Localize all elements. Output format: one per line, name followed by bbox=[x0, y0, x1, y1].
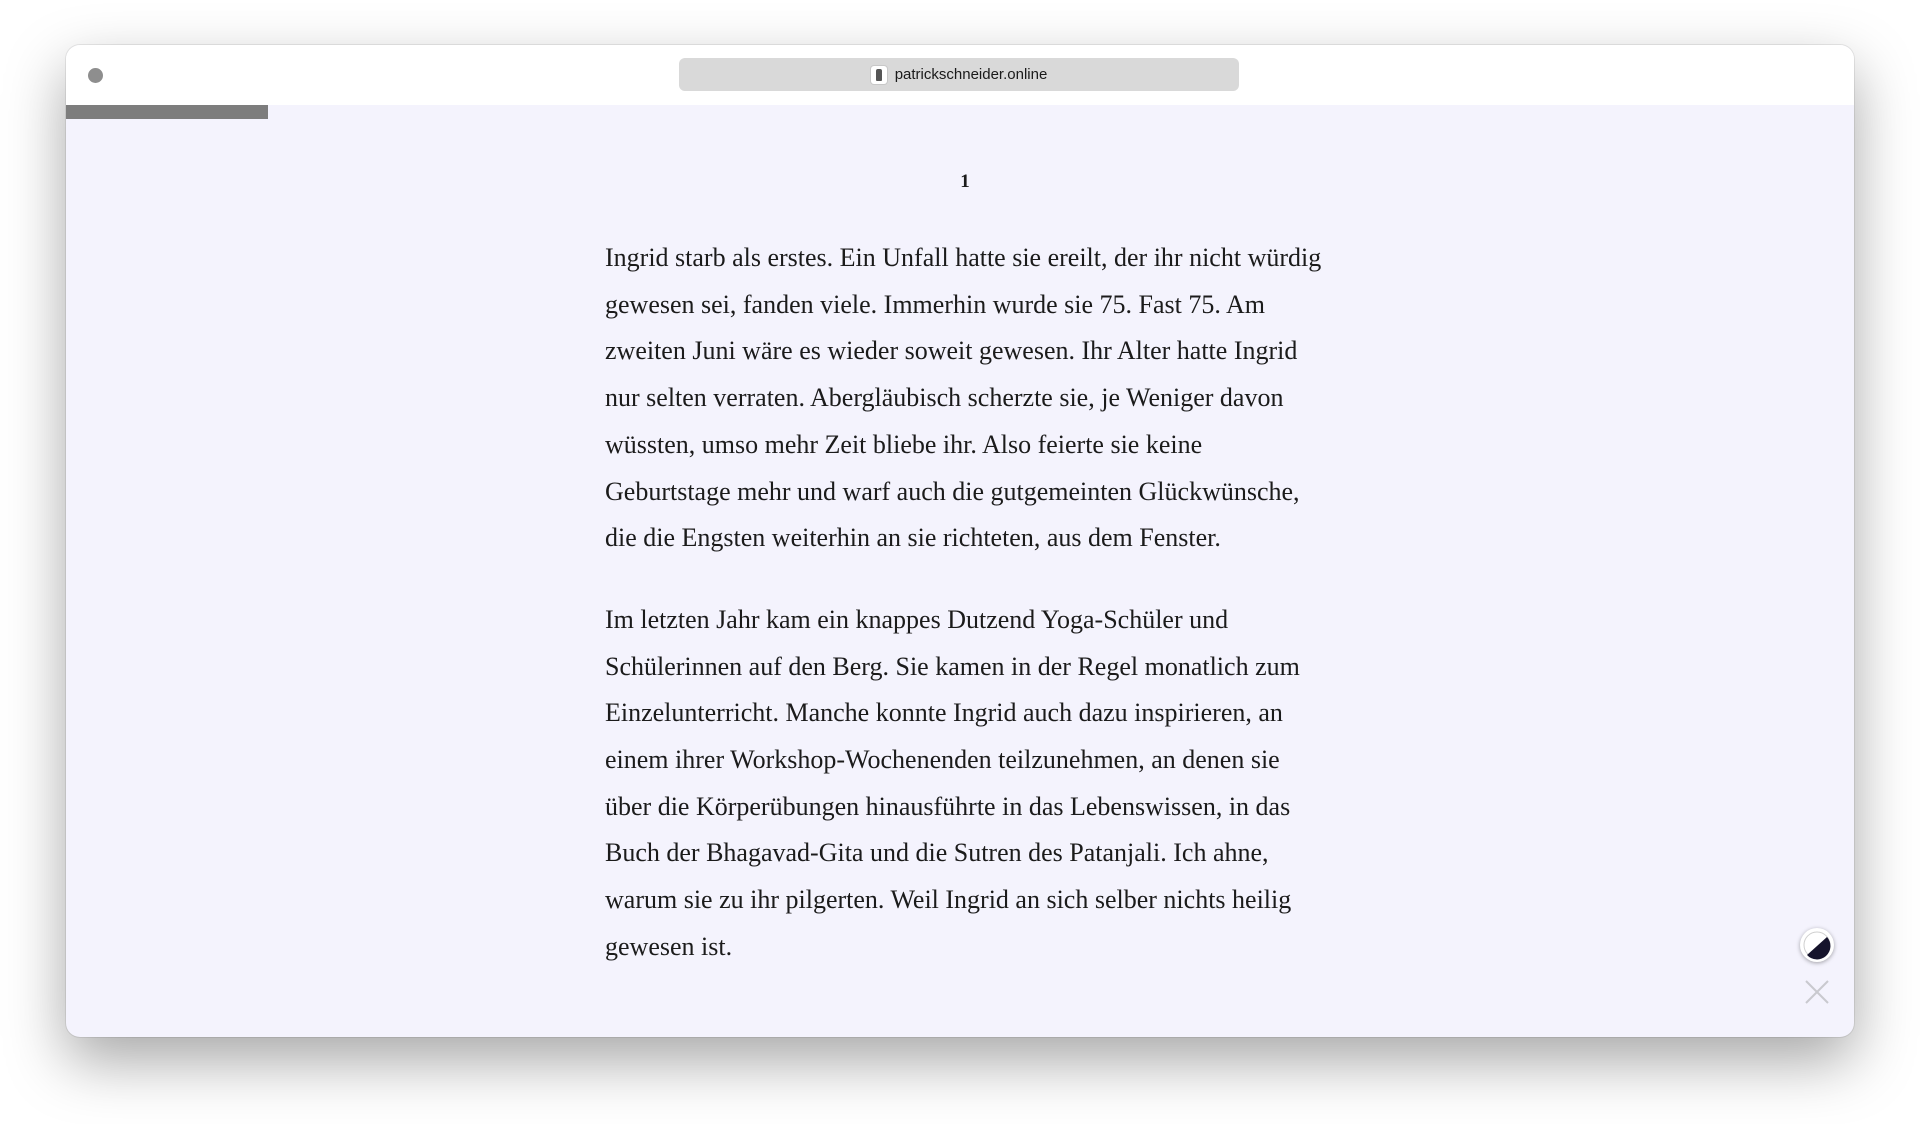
close-icon[interactable] bbox=[1801, 976, 1833, 1008]
browser-window bbox=[66, 45, 1854, 1037]
paragraph: Im letzten Jahr kam ein knappes Dutzend Yoga-Schüler und Schülerinnen auf den Berg. Sie kamen in der Regel monatlich zum Einzelunterricht. Manche konnte Ingrid auch dazu inspirieren, an einem ihrer Workshop-Wochenenden teilzunehmen, an denen sie über die Körperübungen hinausführte in das Lebenswissen, in das Buch der Bhagavad-Gita und die Sutren des Patanjali. Ich ahne, warum sie zu ihr pilgerten. Weil Ingrid an sich selber nichts heilig gewesen ist. bbox=[605, 604, 1300, 961]
address-bar[interactable] bbox=[679, 58, 1239, 91]
title-bar bbox=[66, 45, 1854, 105]
contrast-icon[interactable] bbox=[1800, 928, 1834, 962]
chapter-number: 1 bbox=[960, 171, 970, 192]
window-control-dot[interactable] bbox=[88, 68, 103, 83]
reading-progress-fill bbox=[66, 105, 268, 119]
address-bar-url: patrickschneider.online bbox=[894, 66, 1048, 83]
article-content bbox=[605, 105, 1325, 1006]
site-favicon-icon bbox=[871, 66, 887, 84]
paragraph: Ingrid starb als erstes. Ein Unfall hatte sie ereilt, der ihr nicht würdig gewesen sei, fanden viele. Immerhin wurde sie 75. Fast 75. Am zweiten Juni wäre es wieder soweit gewesen. Ihr Alter hatte Ingrid nur selten verraten. Abergläubisch scherzte sie, je Weniger davon wüssten, umso mehr Zeit bliebe ihr. Also feierte sie keine Geburtstage mehr und warf auch die gutgemeinten Glückwünsche, die die Engsten weiterhin an sie richteten, aus dem Fenster. bbox=[605, 243, 1322, 553]
